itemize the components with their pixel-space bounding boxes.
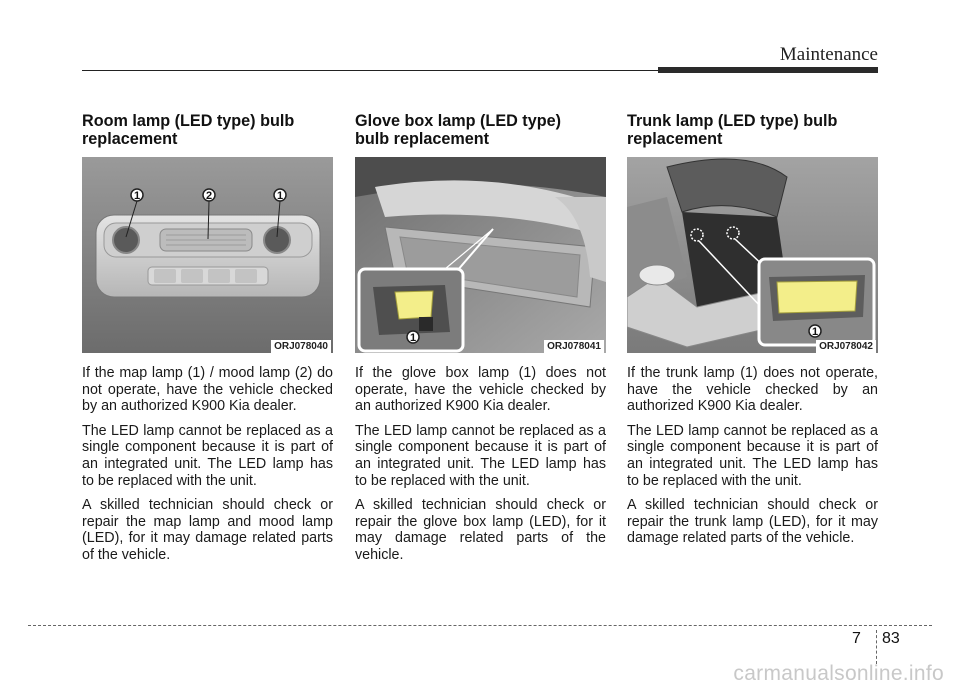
footer-rule bbox=[28, 625, 932, 626]
section-body bbox=[627, 365, 878, 547]
trunk-lamp-figure bbox=[627, 157, 878, 353]
section-body bbox=[355, 365, 606, 564]
paragraph: A skilled technician should check or repair the trunk lamp (LED), for it may damage related parts of the vehicle. bbox=[627, 497, 878, 547]
section-glove-box-lamp bbox=[355, 112, 606, 572]
callout-mood-lamp: 2 bbox=[205, 190, 213, 202]
trunk-illustration bbox=[627, 157, 878, 353]
glove-box-illustration bbox=[355, 157, 606, 353]
header-rule-accent bbox=[658, 67, 878, 73]
callout-glove-box-lamp: 1 bbox=[409, 332, 417, 344]
paragraph: The LED lamp cannot be replaced as a single component because it is part of an integrated unit. The LED lamp has to be replaced with the unit. bbox=[355, 422, 606, 489]
figure-code: ORJ078040 bbox=[271, 340, 331, 353]
paragraph: A skilled technician should check or repair the glove box lamp (LED), for it may damage related parts of the vehicle. bbox=[355, 497, 606, 563]
callout-map-lamp-right: 1 bbox=[276, 190, 284, 202]
section-title-line2: replacement bbox=[627, 130, 723, 148]
section-room-lamp bbox=[82, 112, 333, 572]
section-title-line1: Trunk lamp (LED type) bulb bbox=[627, 112, 838, 130]
glove-box-lamp-figure bbox=[355, 157, 606, 353]
paragraph: If the glove box lamp (1) does not operate, have the vehicle checked by an authorized K900 Kia dealer. bbox=[355, 365, 606, 415]
header-title: Maintenance bbox=[779, 44, 878, 65]
section-title bbox=[355, 112, 606, 148]
paragraph: A skilled technician should check or repair the map lamp and mood lamp (LED), for it may damage related parts of the vehicle. bbox=[82, 497, 333, 563]
paragraph: If the map lamp (1) / mood lamp (2) do not operate, have the vehicle checked by an authorized K900 Kia dealer. bbox=[82, 365, 333, 415]
header-rule bbox=[82, 70, 658, 71]
footer-chapter-number: 7 bbox=[852, 630, 861, 647]
callout-map-lamp-left: 1 bbox=[133, 190, 141, 202]
section-title bbox=[82, 112, 333, 148]
figure-code: ORJ078042 bbox=[816, 340, 876, 353]
footer-divider bbox=[876, 630, 877, 664]
section-trunk-lamp bbox=[627, 112, 878, 555]
footer-page-number: 83 bbox=[882, 630, 900, 647]
watermark[interactable]: carmanualsonline.info bbox=[733, 662, 944, 685]
figure-code: ORJ078041 bbox=[544, 340, 604, 353]
room-lamp-illustration bbox=[82, 157, 333, 353]
section-title-line1: Glove box lamp (LED type) bbox=[355, 112, 561, 130]
room-lamp-figure bbox=[82, 157, 333, 353]
section-title-line1: Room lamp (LED type) bulb bbox=[82, 112, 295, 130]
section-title bbox=[627, 112, 878, 148]
section-body bbox=[82, 365, 333, 564]
section-title-line2: replacement bbox=[82, 130, 178, 148]
section-title-line2: bulb replacement bbox=[355, 130, 490, 148]
paragraph: The LED lamp cannot be replaced as a single component because it is part of an integrated unit. The LED lamp has to be replaced with the unit. bbox=[627, 422, 878, 489]
paragraph: The LED lamp cannot be replaced as a single component because it is part of an integrated unit. The LED lamp has to be replaced with the unit. bbox=[82, 422, 333, 489]
callout-trunk-lamp: 1 bbox=[811, 326, 819, 338]
paragraph: If the trunk lamp (1) does not operate, have the vehicle checked by an authorized K900 Kia dealer. bbox=[627, 365, 878, 415]
